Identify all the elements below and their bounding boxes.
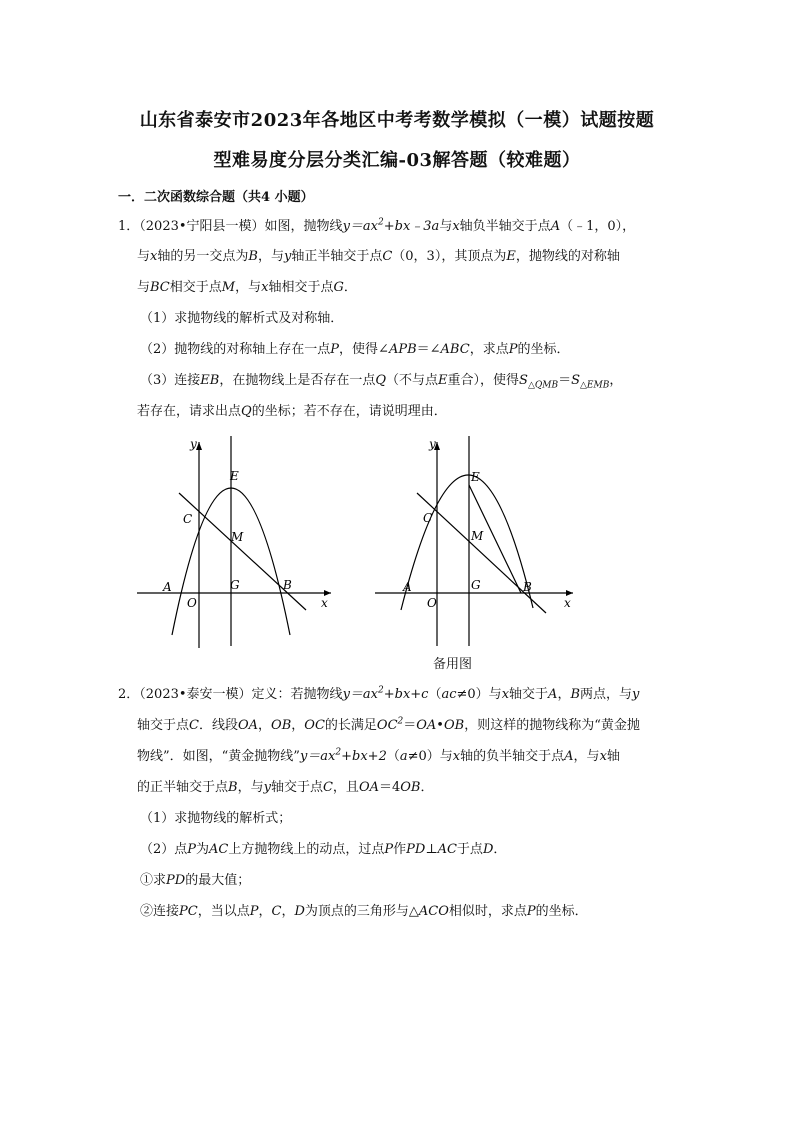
q2-part-1: （1）求抛物线的解析式； bbox=[140, 811, 292, 826]
q2-line-4: 的正半轴交于点B，与y轴交于点C，且OA＝4OB． bbox=[137, 780, 434, 795]
y-axis-arrow bbox=[196, 442, 202, 450]
label-m: M bbox=[231, 530, 244, 544]
label-c: C bbox=[423, 511, 433, 525]
q1-line-3: 与BC相交于点M，与x轴相交于点G． bbox=[137, 280, 357, 295]
label-c: C bbox=[183, 512, 193, 526]
page-title-line1: 山东省泰安市2023年各地区中考考数学模拟（一模）试题按题 bbox=[139, 110, 655, 131]
q2-line-3: 物线”．如图，“黄金抛物线$”y=ax^2+bx+2(a\ne 0)$与x轴的负半轴交于点A，与x轴 bbox=[137, 747, 620, 764]
label-m: M bbox=[471, 529, 484, 543]
label-b: B bbox=[283, 578, 292, 592]
label-o: O bbox=[187, 596, 197, 610]
label-g: G bbox=[230, 578, 240, 592]
backup-figure-caption: 备用图 bbox=[433, 657, 473, 672]
q1-part-2: （2）抛物线的对称轴上存在一点P，使得∠APB＝∠ABC，求点P的坐标． bbox=[140, 342, 570, 357]
q1-figure-main bbox=[135, 432, 345, 650]
q1-line-1: 1．（2023•宁阳县一模）如图，抛物线$y=ax^2+bx﹣3a$与x轴负半轴交于点A（﹣1，0）， bbox=[118, 217, 636, 234]
label-x: x bbox=[321, 596, 328, 610]
label-y: y bbox=[429, 437, 436, 451]
label-g: G bbox=[471, 578, 481, 592]
q1-part-3: （3）连接EB，在抛物线上是否存在一点Q（不与点E重合），使得$S_{\triangle QMB}=S_{\triangle EMB}$， bbox=[140, 373, 623, 391]
label-x: x bbox=[564, 596, 571, 610]
q2-part-2: （2）点P为AC上方抛物线上的动点，过点P作PD⊥AC于点D． bbox=[140, 842, 507, 857]
q2-sub-2: ②连接PC，当以点P，C，D为顶点的三角形与△ACO相似时，求点P的坐标． bbox=[140, 904, 588, 919]
label-e: E bbox=[230, 469, 239, 483]
page-title-line2: 型难易度分层分类汇编-03解答题（较难题） bbox=[213, 150, 581, 171]
parabola bbox=[401, 475, 533, 610]
label-o: O bbox=[427, 596, 437, 610]
q1-line-2: 与x轴的另一交点为B，与y轴正半轴交于点C（0，3），其顶点为E，抛物线的对称轴 bbox=[137, 249, 620, 264]
label-y: y bbox=[190, 437, 197, 451]
q2-sub-1: ①求PD的最大值； bbox=[140, 873, 251, 888]
q1-part-3-cont: 若存在，请求出点Q的坐标；若不存在，请说明理由． bbox=[137, 404, 447, 419]
section-heading: 一．二次函数综合题（共4 小题） bbox=[118, 190, 314, 205]
q1-part-1: （1）求抛物线的解析式及对称轴． bbox=[140, 311, 344, 326]
label-e: E bbox=[471, 470, 480, 484]
q2-line-1: 2．（2023•泰安一模）定义：若抛物线$y=ax^2+bx+c(ac\ne 0)$与x轴交于A，B两点，与y bbox=[118, 685, 640, 702]
q1-figure-backup bbox=[373, 432, 583, 650]
label-a: A bbox=[403, 580, 412, 594]
label-b: B bbox=[523, 580, 532, 594]
q2-line-2: 轴交于点C．线段OA，OB，OC的长满足$OC^2=OA•OB$，则这样的抛物线称为“黄金抛 bbox=[137, 716, 640, 733]
label-a: A bbox=[163, 580, 172, 594]
